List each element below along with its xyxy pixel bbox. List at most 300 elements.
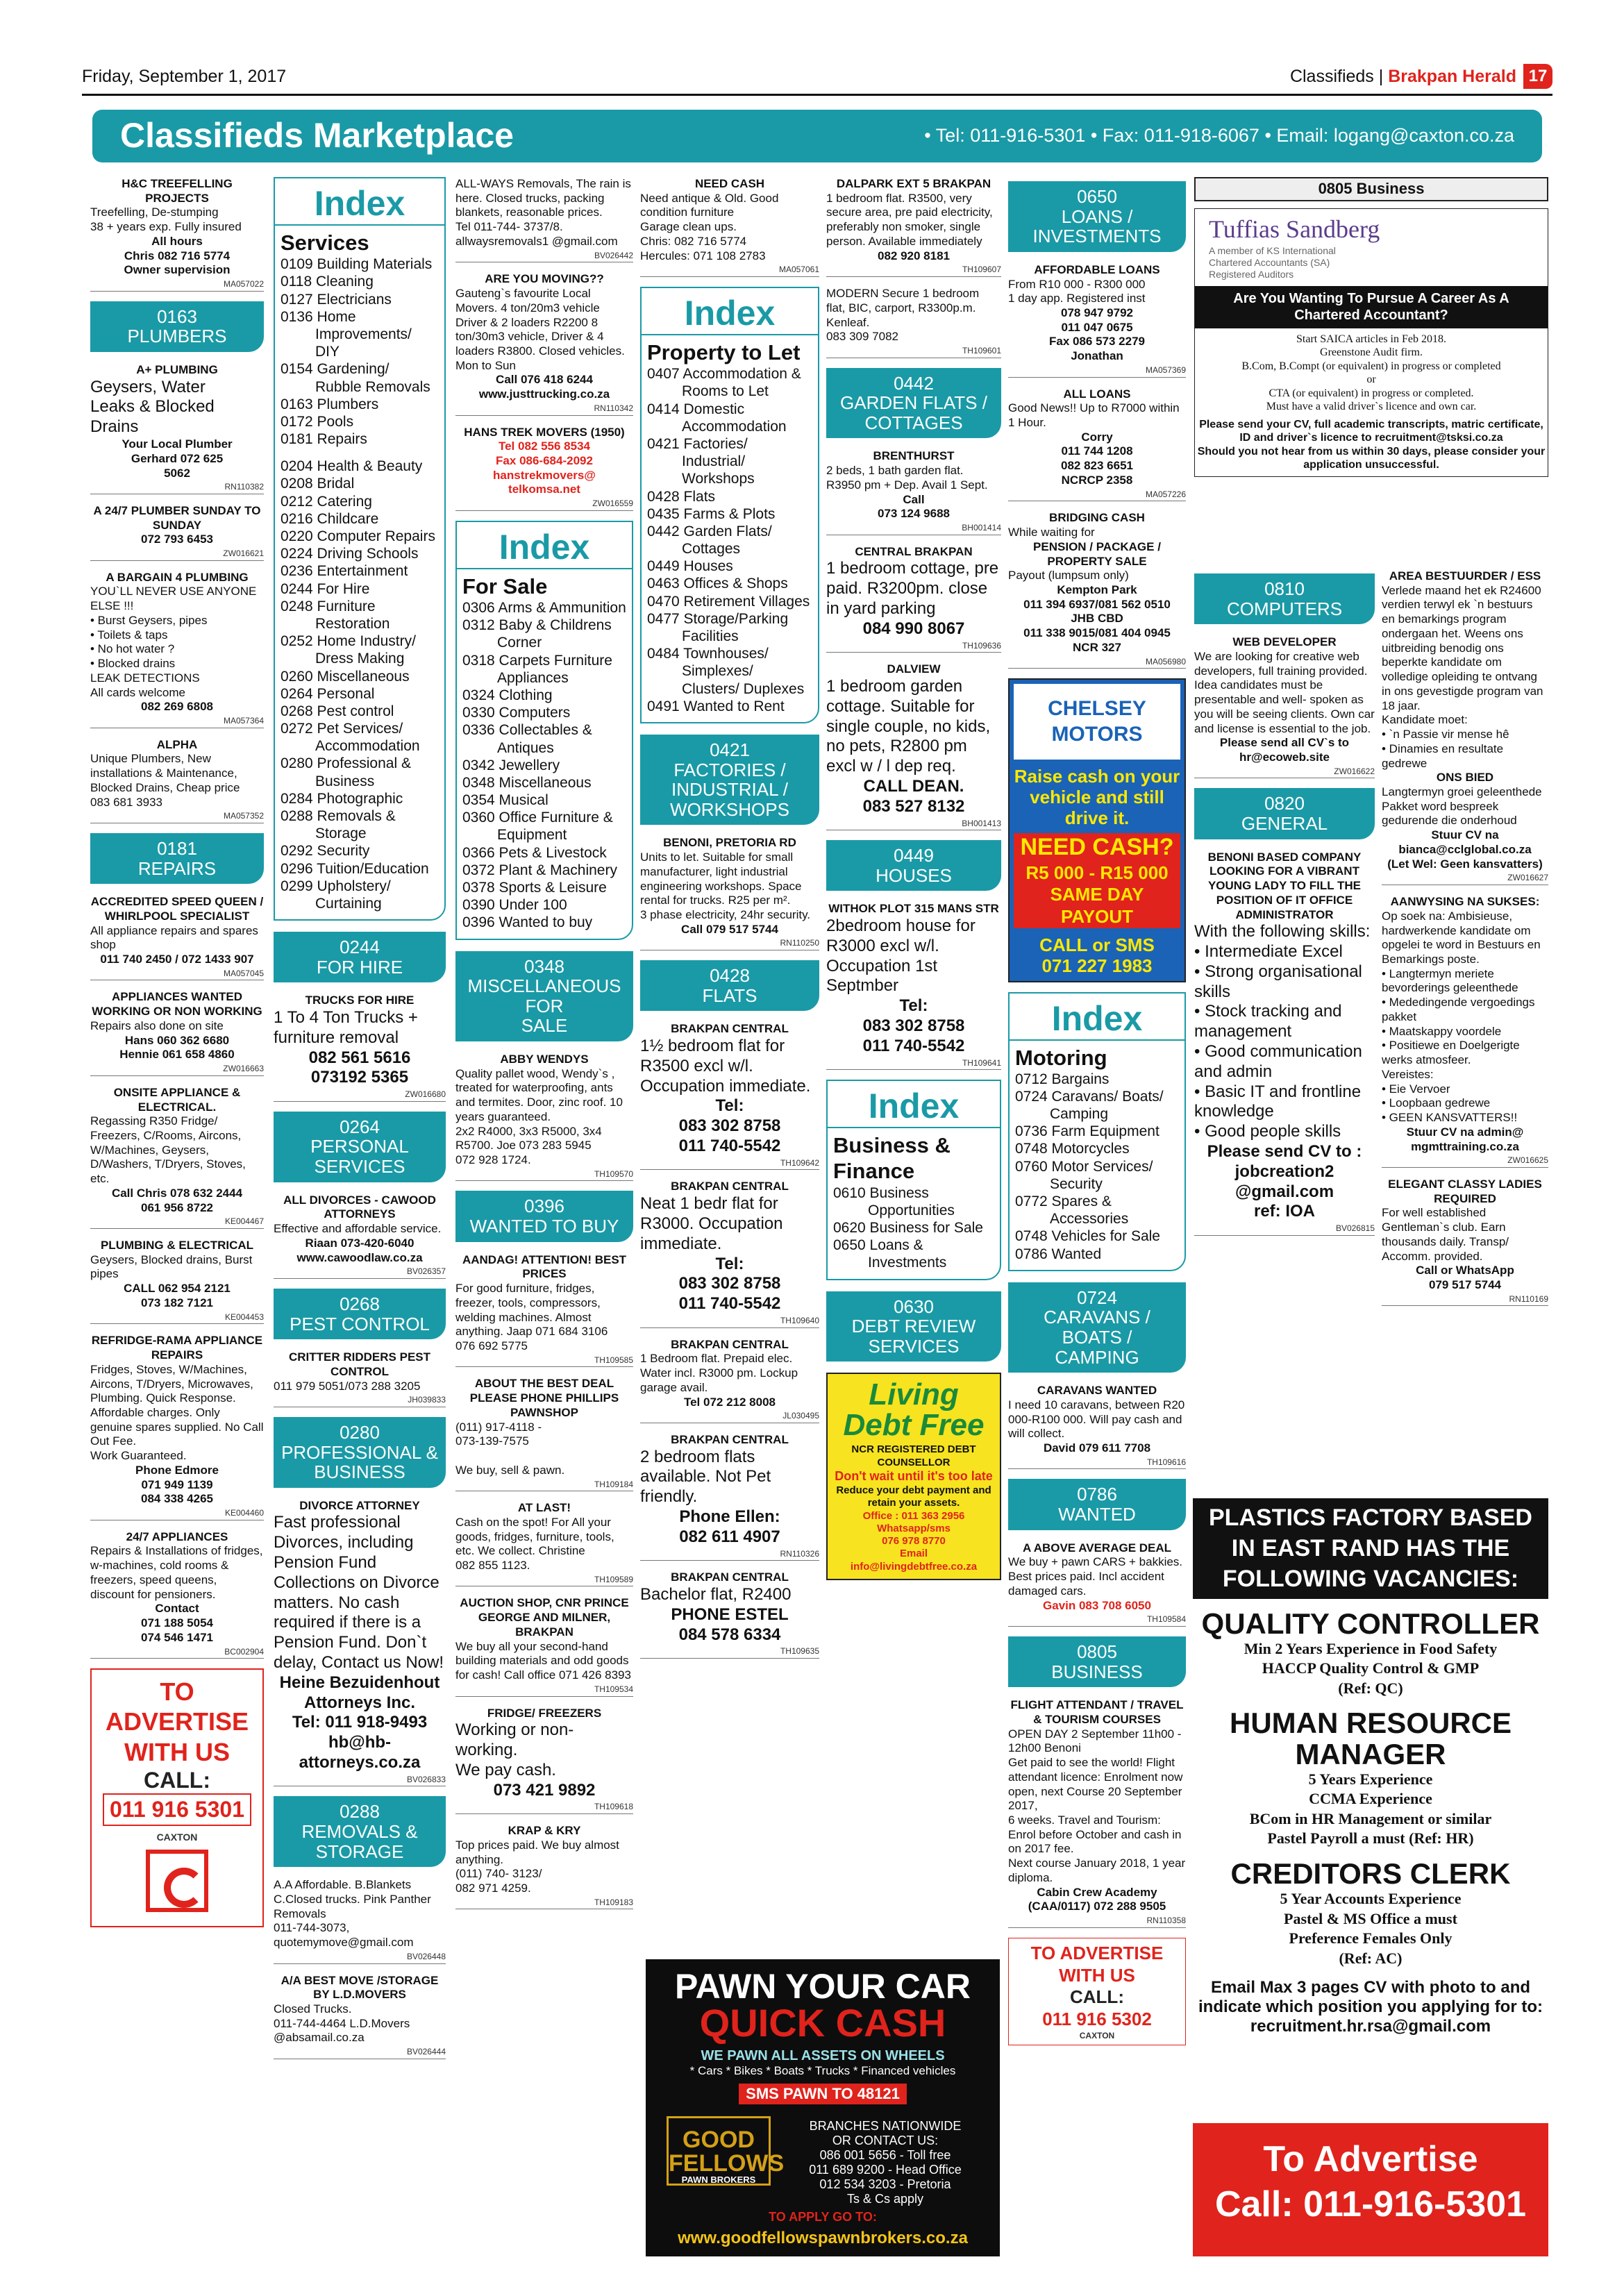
- ad-contact-large: Phone Ellen: 082 611 4907: [679, 1507, 780, 1546]
- ad-contact-red: Gavin 083 708 6050: [1043, 1598, 1151, 1612]
- caxton-logo-icon: [146, 1850, 208, 1912]
- ad-title: AFFORDABLE LOANS: [1034, 262, 1160, 276]
- ad-contact: 072 793 6453: [141, 533, 213, 546]
- job-quality-controller: QUALITY CONTROLLER: [1201, 1607, 1540, 1640]
- tuffias-logo-sub: A member of KS International Chartered Accountants (SA) Registered Auditors: [1209, 244, 1336, 280]
- ad-contact: Cabin Crew Academy (CAA/0117) 072 288 9505: [1028, 1885, 1166, 1913]
- ad-body: Repairs also done on site: [90, 1019, 224, 1032]
- index-category: Property to Let: [647, 340, 801, 365]
- classified-ad: [826, 545, 1001, 653]
- ad-reference: TH109607: [826, 265, 1001, 277]
- index-item: 0296 Tuition/Education: [281, 860, 429, 877]
- ad-title: 24/7 APPLIANCES: [126, 1530, 228, 1543]
- ad-reference: KE004460: [90, 1508, 264, 1520]
- ad-contact: Call 076 418 6244 www.justtrucking.co.za: [478, 373, 610, 401]
- column-3: [455, 177, 633, 2260]
- ad-body-large: 2 bedroom flats available. Not Pet friendly.: [640, 1447, 771, 1507]
- index-item: 0407 Accommodation & Rooms to Let: [647, 366, 801, 400]
- ad-contact-large: Please send CV to : jobcreation2 @gmail.com ref: IOA: [1207, 1142, 1362, 1221]
- ad-body: Good News!! Up to R7000 within 1 Hour.: [1008, 401, 1180, 430]
- classified-ad: [274, 1974, 446, 2059]
- category-header: 0264 PERSONAL SERVICES: [274, 1112, 446, 1182]
- ad-title: AANDAG! ATTENTION! BEST PRICES: [462, 1252, 627, 1281]
- index-item: 0786 Wanted: [1015, 1246, 1102, 1262]
- classified-ad: [1008, 511, 1186, 669]
- index-item: 0449 Houses: [647, 558, 733, 575]
- ad-reference: ZW016625: [1382, 1155, 1548, 1168]
- ad-reference: KE004453: [90, 1312, 264, 1325]
- gf-sub: PAWN BROKERS: [681, 2175, 756, 2185]
- classified-ad: [455, 1824, 633, 1909]
- classified-ad: [90, 504, 264, 561]
- ad-reference: MA057364: [90, 716, 264, 728]
- ad-reference: TH109635: [640, 1646, 819, 1659]
- ad-contact: Hans 060 362 6680 Hennie 061 658 4860: [119, 1033, 235, 1062]
- classified-ad: [1008, 387, 1186, 502]
- index-item: 0172 Pools: [281, 413, 354, 430]
- ad-title: ACCREDITED SPEED QUEEN / WHIRLPOOL SPECIALIST: [90, 895, 264, 923]
- ad-title: BRAKPAN CENTRAL: [671, 1337, 789, 1351]
- index-item: 0491 Wanted to Rent: [647, 698, 785, 714]
- classified-ad: [640, 1338, 819, 1423]
- index-item: 0378 Sports & Leisure: [462, 880, 607, 896]
- ad-reference: BV026833: [274, 1775, 446, 1787]
- index-motoring: [1008, 992, 1186, 1271]
- ad-title: WITHOK PLOT 315 MANS STR: [828, 902, 999, 916]
- ad-contact: David 079 611 7708: [1043, 1441, 1151, 1455]
- index-item: 0336 Collectables & Antiques: [462, 722, 592, 756]
- classified-ad: [455, 1053, 633, 1182]
- classified-ad: [455, 272, 633, 415]
- ad-body: We are looking for creative web developers, full training provided. Idea candidates must be presentable and well- spoken as you will be seeing clients. Own car and license is essential to the job.: [1194, 649, 1375, 735]
- index-item: 0360 Office Furniture & Equipment: [462, 810, 613, 844]
- ad-reference: TH109601: [826, 346, 1001, 358]
- ad-body-large: Working or non-working. We pay cash.: [455, 1720, 574, 1779]
- page-header: [82, 64, 1552, 96]
- ad-reference: BV026357: [274, 1266, 446, 1279]
- ad-title: ARE YOU MOVING??: [485, 272, 604, 286]
- ad-title: FRIDGE/ FREEZERS: [487, 1706, 602, 1720]
- ad-reference: TH109584: [1008, 1614, 1186, 1627]
- ad-contact-large: Heine Bezuidenhout Attorneys Inc. Tel: 011 918-9493 hb@hb-attorneys.co.za: [279, 1673, 440, 1773]
- index-category: Services: [281, 231, 369, 255]
- ad-reference: BC002904: [90, 1647, 264, 1659]
- index-item: 0292 Security: [281, 843, 370, 860]
- advertise-text: TO ADVERTISE WITH US: [105, 1677, 249, 1766]
- pawn-your-car-ad: [646, 1959, 1000, 2256]
- index-item: 0760 Motor Services/ Security: [1015, 1158, 1153, 1192]
- classified-ad: [1008, 1541, 1186, 1627]
- living-slogan: Don't wait until it's too late: [835, 1468, 993, 1483]
- index-item: 0109 Building Materials: [281, 256, 433, 273]
- chelsey-raise: Raise cash on your vehicle and still drive it.: [1014, 766, 1180, 829]
- column-1: [90, 177, 264, 2260]
- ad-body-large: With the following skills: • Intermediate Excel • Strong organisational skills • Stock tracking and management • Good communication and admin • Basic IT and frontline knowledge • Good people skills: [1194, 922, 1371, 1141]
- column-7-lower: [1194, 569, 1375, 1493]
- business-header: 0805 Business: [1194, 177, 1548, 201]
- ad-title: ELEGANT CLASSY LADIES REQUIRED: [1388, 1177, 1542, 1205]
- advertise-box-2: [1008, 1938, 1186, 2046]
- index-item: 0324 Clothing: [462, 687, 553, 703]
- ad-reference: ZW016621: [90, 548, 264, 561]
- classified-ad: [455, 177, 633, 262]
- ad-title: A+ PLUMBING: [136, 362, 218, 376]
- classified-ad: [640, 836, 819, 950]
- ad-contact-large: Tel: 083 302 8758 011 740-5542: [678, 1096, 781, 1156]
- index-item: 0372 Plant & Machinery: [462, 862, 617, 878]
- ad-body-large: 1½ bedroom flat for R3500 excl w/l. Occupation immediate.: [640, 1037, 811, 1096]
- index-item: 0724 Caravans/ Boats/ Camping: [1015, 1088, 1164, 1123]
- classified-ad: [826, 902, 1001, 1070]
- index-item: 0118 Cleaning: [281, 274, 374, 290]
- pawn-sub: WE PAWN ALL ASSETS ON WHEELS: [701, 2048, 945, 2063]
- ad-contact: Corry 011 744 1208 082 823 6651 NCRCP 2358: [1061, 430, 1133, 487]
- index-item: 0650 Loans & Investments: [833, 1237, 947, 1271]
- ad-contact: Phone Edmore 071 949 1139 084 338 4265: [135, 1463, 219, 1506]
- index-item: 0620 Business for Sale: [833, 1220, 983, 1237]
- ad-body: OPEN DAY 2 September 11h00 - 12h00 Benoni Get paid to see the world! Flight attendant licence: Enrolment now open, next Course 20 September 2017, 6 weeks. Travel and Tourism: Enrol before October and cash in on 2017 fee. Next course January 2018, 1 year diploma.: [1008, 1727, 1186, 1884]
- ad-reference: MA057369: [1008, 365, 1186, 378]
- ad-contact-large: 073 421 9892: [493, 1780, 596, 1800]
- ad-title: KRAP & KRY: [508, 1824, 581, 1838]
- ad-body: For good furniture, fridges, freezer, tools, compressors, welding machines. Almost anything. Jaap 071 684 3106 076 692 5775: [455, 1282, 608, 1353]
- plastics-email: Email Max 3 pages CV with photo to and indicate which position you applying for to: recruitment.hr.rsa@gmail.com: [1198, 1978, 1543, 2036]
- pawn-branches: BRANCHES NATIONWIDE OR CONTACT US: 086 001 5656 - Toll free 011 689 9200 - Head Office 012 534 3203 - Pretoria Ts & Cs apply: [809, 2119, 962, 2206]
- ad-reference: BH001414: [826, 523, 1001, 535]
- ad-reference: BV026444: [274, 2047, 446, 2059]
- ad-title: ABBY WENDYS: [500, 1052, 589, 1066]
- category-header: 0163 PLUMBERS: [90, 301, 264, 352]
- caxton-brand: CAXTON: [156, 1831, 198, 1843]
- ad-title: A BARGAIN 4 PLUMBING: [106, 570, 249, 584]
- category-header: 0786 WANTED: [1008, 1479, 1186, 1530]
- index-item: 0163 Plumbers: [281, 396, 379, 412]
- ad-title: H&C TREEFELLING PROJECTS: [122, 177, 233, 205]
- index-item: 0390 Under 100: [462, 897, 567, 914]
- chelsey-logo: CHELSEY MOTORS: [1014, 684, 1180, 760]
- col7-ads: [1194, 573, 1375, 1236]
- index-item: 0220 Computer Repairs: [281, 528, 435, 544]
- ad-reference: RN110358: [1008, 1916, 1186, 1928]
- ad-reference: RN110169: [1382, 1294, 1548, 1307]
- pawn-title: PAWN YOUR CAR: [675, 1967, 971, 2006]
- ad-reference: TH109640: [640, 1316, 819, 1328]
- index-item: 0772 Spares & Accessories: [1015, 1193, 1129, 1227]
- chelsey-range: R5 000 - R15 000: [1014, 862, 1180, 885]
- ad-contact: Call 073 124 9688: [878, 492, 950, 521]
- index-item: 0127 Electricians: [281, 291, 392, 308]
- index-item: 0610 Business Opportunities: [833, 1184, 955, 1218]
- ad-title: ABOUT THE BEST DEAL PLEASE PHONE PHILLIPS PAWNSHOP: [469, 1377, 619, 1419]
- gf-name: GOOD FELLOWS: [669, 2127, 785, 2177]
- ad-title: ALPHA: [156, 737, 198, 751]
- to-advertise-text: To Advertise: [1263, 2139, 1478, 2179]
- classified-ad: [90, 177, 264, 292]
- index-item: 0463 Offices & Shops: [647, 576, 788, 592]
- ad-body-2: Langtermyn groei geleenthede Pakket word bespreek gedurende die onderhoud: [1382, 785, 1542, 828]
- tuffias-question: Are You Wanting To Pursue A Career As A Chartered Accountant?: [1195, 286, 1548, 328]
- index-item: 0299 Upholstery/ Curtaining: [281, 878, 391, 912]
- classified-ad: [826, 287, 1001, 358]
- issue-date: Friday, September 1, 2017: [82, 67, 287, 86]
- ad-body: Geysers, Blocked drains, Burst pipes: [90, 1252, 253, 1281]
- ad-reference: BH001413: [826, 819, 1001, 831]
- ad-reference: ZW016627: [1382, 873, 1548, 885]
- ad-body: YOU`LL NEVER USE ANYONE ELSE !!! • Burst Geysers, pipes • Toilets & taps • No hot water ? • Blocked drains LEAK DETECTIONS All cards welcome: [90, 585, 257, 699]
- category-header: 0288 REMOVALS & STORAGE: [274, 1796, 446, 1867]
- ad-reference: MA057352: [90, 811, 264, 823]
- index-item: 0260 Miscellaneous: [281, 668, 410, 685]
- classified-ad: [1008, 263, 1186, 378]
- ad-title: ALL DIVORCES - CAWOOD ATTORNEYS: [283, 1193, 436, 1221]
- caxton-brand-2: CAXTON: [1079, 2030, 1115, 2041]
- index-item: 0181 Repairs: [281, 431, 367, 448]
- ad-title: CENTRAL BRAKPAN: [855, 544, 973, 558]
- ad-title: TRUCKS FOR HIRE: [305, 994, 415, 1007]
- classified-ad: [1382, 569, 1548, 885]
- pawn-sms: SMS PAWN TO 48121: [739, 2084, 907, 2104]
- ad-reference: JL030495: [640, 1411, 819, 1423]
- ad-reference: TH109184: [455, 1480, 633, 1492]
- ad-title: BRIDGING CASH: [1049, 511, 1145, 525]
- index-item: 0154 Gardening/ Rubble Removals: [281, 361, 430, 395]
- ad-contact: Contact 071 188 5054 074 546 1471: [141, 1602, 213, 1644]
- ad-contact: 082 269 6808: [141, 700, 213, 714]
- section-banner: [92, 110, 1542, 162]
- ad-body: Cash on the spot! For All your goods, fridges, furniture, tools, etc. We collect. Christine 082 855 1123.: [455, 1515, 614, 1573]
- index-item: 0366 Pets & Livestock: [462, 844, 607, 861]
- index-item: 0712 Bargains: [1015, 1071, 1110, 1087]
- tuffias-sandberg-ad: [1194, 208, 1548, 477]
- ad-contact: 011 740 2450 / 072 1433 907: [100, 953, 254, 966]
- ad-body: Verlede maand het ek R24600 verdien terwyl ek `n bestuurs en bemarkings program ondergaan het. Weens ons uitbreiding benodig ons beperkte kandidate om volledige opleiding te ontvang in ons gevestigde program van 18 jaar. Kandidate moet: • `n Passie vir mense hê • Dinamies en resultate gedrewe: [1382, 583, 1543, 770]
- advertise-text-2: TO ADVERTISE WITH US: [1030, 1942, 1164, 1986]
- category-header: 0810 COMPUTERS: [1194, 573, 1375, 624]
- index-for-sale: [455, 521, 633, 940]
- classified-ad: [455, 1707, 633, 1815]
- classified-ad: [455, 1377, 633, 1491]
- banner-contact: • Tel: 011-916-5301 • Fax: 011-918-6067 • Email: logang@caxton.co.za: [924, 125, 1514, 146]
- index-title: Index: [457, 526, 632, 569]
- index-item: 0342 Jewellery: [462, 757, 560, 773]
- index-item: 0414 Domestic Accommodation: [647, 401, 787, 435]
- ad-contact: Call Chris 078 632 2444 061 956 8722: [111, 1186, 243, 1214]
- index-item: 0288 Removals & Storage: [281, 808, 396, 842]
- ad-title: REFRIDGE-RAMA APPLIANCE REPAIRS: [91, 1334, 263, 1362]
- index-item: 0306 Arms & Ammunition: [462, 600, 626, 617]
- ad-body: Units to let. Suitable for small manufacturer, light industrial engineering workshops. Space rental for trucks. R25 per m². 3 phase electricity, 24hr security.: [640, 850, 811, 922]
- ad-body: While waiting for: [1008, 526, 1095, 539]
- index-item: 0244 For Hire: [281, 580, 370, 597]
- ad-reference: JH039833: [274, 1395, 446, 1407]
- ad-title: AUCTION SHOP, CNR PRINCE GEORGE AND MILNER, BRAKPAN: [460, 1596, 629, 1639]
- index-item: 0748 Motorcycles: [1015, 1141, 1130, 1157]
- classified-ad: [90, 895, 264, 980]
- index-title: Index: [642, 292, 818, 335]
- ad-body: 2 beds, 1 bath garden flat. R3950 pm + Dep. Avail 1 Sept.: [826, 464, 988, 492]
- index-item: 0435 Farms & Plots: [647, 505, 776, 522]
- index-item: 0428 Flats: [647, 488, 716, 505]
- col3-ads: [455, 177, 633, 511]
- col5b-ads: [826, 1291, 1001, 1362]
- pawn-website[interactable]: www.goodfellowspawnbrokers.co.za: [678, 2229, 968, 2247]
- ad-body: 011 979 5051/073 288 3205: [274, 1379, 421, 1393]
- ad-reference: ZW016622: [1194, 766, 1375, 779]
- column-7: [1194, 177, 1548, 607]
- ad-contact-2: Stuur CV na bianca@cclglobal.co.za (Let Wel: Geen kansvatters): [1387, 828, 1543, 871]
- col8-ads: [1382, 569, 1548, 1306]
- ad-reference: TH109570: [455, 1169, 633, 1182]
- classified-ad: [274, 1350, 446, 1407]
- job-qc-details: Min 2 Years Experience in Food Safety HACCP Quality Control & GMP (Ref: QC): [1244, 1639, 1498, 1697]
- index-item: 0136 Home Improvements/ DIY: [281, 308, 412, 360]
- ad-reference: MA057226: [1008, 489, 1186, 502]
- advertise-number: 011 916 5301: [103, 1793, 251, 1825]
- ad-contact: ONS BIED: [1436, 771, 1494, 785]
- col6-ads: [1008, 181, 1186, 669]
- index-item: 0396 Wanted to buy: [462, 914, 593, 931]
- ad-body-large: 2bedroom house for R3000 excl w/l. Occupation 1st Septmber: [826, 916, 976, 996]
- living-ncr: NCR REGISTERED DEBT COUNSELLOR: [851, 1443, 976, 1468]
- classified-ad: [274, 994, 446, 1102]
- ad-reference: TH109641: [826, 1058, 1001, 1071]
- index-category: Business & Finance: [833, 1133, 951, 1184]
- ad-title: BENONI BASED COMPANY LOOKING FOR A VIBRANT YOUNG LADY TO FILL THE POSITION OF IT OFFICE ADMINISTRATOR: [1207, 850, 1362, 921]
- col4-ads: [640, 177, 819, 277]
- ad-title: NEED CASH: [694, 177, 765, 190]
- category-header: 0724 CARAVANS / BOATS / CAMPING: [1008, 1282, 1186, 1373]
- column-5: [826, 177, 1001, 1954]
- ad-reference: MA057022: [90, 279, 264, 292]
- category-header: 0244 FOR HIRE: [274, 932, 446, 982]
- ad-body: Fridges, Stoves, W/Machines, Aircons, T/Dryers, Microwaves, Plumbing. Quick Response. Affordable charges. Only genuine spares supplied. No Call Out Fee. Work Guaranteed.: [90, 1362, 264, 1463]
- ad-contact-large: 084 990 8067: [862, 619, 965, 638]
- ad-title: AANWYSING NA SUKSES:: [1390, 895, 1540, 909]
- ad-body: Repairs & Installations of fridges, w-machines, cold rooms & freezers, speed queens, discount for pensioners.: [90, 1544, 263, 1601]
- index-property: [640, 287, 819, 723]
- classified-ad: [640, 1433, 819, 1561]
- advertise-call: CALL:: [144, 1767, 210, 1793]
- index-category: Motoring: [1015, 1045, 1107, 1070]
- ad-title: DALPARK EXT 5 BRAKPAN: [836, 177, 991, 190]
- ad-body-large: 1 bedroom garden cottage. Suitable for single couple, no kids, no pets, R2800 pm excl w / l dep req.: [826, 676, 991, 776]
- ad-reference: RN110382: [90, 482, 264, 494]
- index-services: [274, 177, 446, 921]
- ad-body: Regassing R350 Fridge/ Freezers, C/Rooms, Aircons, W/Machines, Geysers, D/Washers, T/Dryers, Stoves, etc.: [90, 1114, 246, 1186]
- ad-contact: 078 947 9792 011 047 0675 Fax 086 573 2279 Jonathan: [1048, 305, 1145, 363]
- classified-ad: [274, 1499, 446, 1787]
- column-4: [640, 177, 819, 1954]
- ad-title: BRAKPAN CENTRAL: [671, 1022, 789, 1036]
- ad-contact-large: Tel: 083 302 8758 011 740-5542: [678, 1254, 781, 1314]
- classified-ad: [90, 363, 264, 494]
- category-header: 0421 FACTORIES / INDUSTRIAL / WORKSHOPS: [640, 735, 819, 825]
- to-advertise-footer: [1193, 2123, 1548, 2256]
- index-item: 0421 Factories/ Industrial/ Workshops: [647, 435, 755, 487]
- ad-contact: All hours Chris 082 716 5774 Owner supervision: [124, 234, 231, 277]
- section-name: Classifieds: [1289, 67, 1374, 86]
- ad-body: Op soek na: Ambisieuse, hardwerkende kandidate om opgelei te word in Bestuurs en Bemarkings poste. • Langtermyn meriete bevorderings geleenthede • Mededingende vergoedings pakket • Maatskappy voordele • Positiewe en Doelgerigte werks atmosfeer. Vereistes: • Eie Vervoer • Loopbaan gedrewe • GEEN KANSVATTERS!!: [1382, 909, 1541, 1125]
- index-item: 0212 Catering: [281, 493, 372, 510]
- job-creditors-clerk: CREDITORS CLERK: [1230, 1857, 1511, 1890]
- ad-body: All appliance repairs and spares shop: [90, 923, 258, 952]
- ad-reference: TH109616: [1008, 1457, 1186, 1470]
- classified-ad: [90, 990, 264, 1075]
- classified-ad: [1008, 1384, 1186, 1469]
- ad-title: WEB DEVELOPER: [1232, 635, 1337, 649]
- ad-contact: Call 079 517 5744: [681, 922, 778, 936]
- ad-body: 1 Bedroom flat. Prepaid elec. Water incl. R3000 pm. Lockup garage avail.: [640, 1352, 798, 1394]
- ad-title: CRITTER RIDDERS PEST CONTROL: [288, 1350, 431, 1378]
- ad-title: BRENTHURST: [873, 449, 955, 463]
- ad-title: A 24/7 PLUMBER SUNDAY TO SUNDAY: [93, 503, 261, 532]
- plastics-title: PLASTICS FACTORY BASED IN EAST RAND HAS THE FOLLOWING VACANCIES:: [1193, 1498, 1548, 1599]
- ad-title: DIVORCE ATTORNEY: [299, 1498, 420, 1512]
- ad-contact: Your Local Plumber Gerhard 072 625 5062: [122, 437, 233, 480]
- pawn-apply: TO APPLY GO TO:: [769, 2210, 877, 2224]
- index-item: 0208 Bridal: [281, 476, 355, 492]
- paper-name: Brakpan Herald: [1388, 67, 1516, 86]
- ad-contact: 082 920 8181: [878, 249, 950, 262]
- ad-contact-large: 082 561 5616 073192 5365: [308, 1048, 411, 1087]
- index-item: 0268 Pest control: [281, 703, 394, 719]
- ad-body: Top prices paid. We buy almost anything. (011) 740- 3123/ 082 971 4259.: [455, 1838, 619, 1895]
- ad-title: A/A BEST MOVE /STORAGE BY L.D.MOVERS: [281, 1973, 439, 2002]
- ad-body-large: Geysers, Water Leaks & Blocked Drains: [90, 377, 215, 437]
- ad-reference: KE004467: [90, 1216, 264, 1229]
- ad-contact-red: Tel 082 556 8534 Fax 086-684-2092 hanstrekmovers@ telkomsa.net: [493, 439, 596, 496]
- category-header: 0650 LOANS / INVESTMENTS: [1008, 181, 1186, 252]
- index-title: Index: [275, 183, 444, 226]
- category-header: 0181 REPAIRS: [90, 833, 264, 884]
- ad-reference: ZW016663: [90, 1064, 264, 1076]
- job-hr-manager: HUMAN RESOURCE MANAGER: [1229, 1707, 1512, 1770]
- index-item: 0736 Farm Equipment: [1015, 1123, 1160, 1140]
- category-header: 0449 HOUSES: [826, 840, 1001, 891]
- classified-ad: [274, 1193, 446, 1279]
- chelsey-same-day: SAME DAY PAYOUT: [1014, 884, 1180, 928]
- index-item: 0312 Baby & Childrens Corner: [462, 617, 612, 651]
- col2-ads: [274, 932, 446, 2059]
- classified-ad: [640, 1180, 819, 1327]
- category-header: 0442 GARDEN FLATS / COTTAGES: [826, 368, 1001, 439]
- ad-title: DALVIEW: [887, 662, 941, 676]
- ad-reference: TH109589: [455, 1575, 633, 1587]
- ad-body: MODERN Secure 1 bedroom flat, BIC, carport, R3300p.m. Kenleaf. 083 309 7082: [826, 287, 980, 344]
- column-8: [1382, 569, 1548, 1493]
- ad-contact: Please send all CV`s to hr@ecoweb.site: [1219, 736, 1350, 764]
- ad-contact-2: Kempton Park 011 394 6937/081 562 0510 JHB CBD 011 338 9015/081 404 0945 NCR 327: [1023, 583, 1171, 654]
- classified-ad: [640, 1570, 819, 1659]
- advertise-number-2: 011 916 5302: [1042, 2008, 1152, 2029]
- category-header: 0805 BUSINESS: [1008, 1636, 1186, 1687]
- col4b-ads: [640, 735, 819, 1659]
- ad-contact: PENSION / PACKAGE / PROPERTY SALE: [1033, 539, 1161, 568]
- classified-ad: [640, 1022, 819, 1170]
- col3b-ads: [455, 951, 633, 1910]
- tuffias-body: Start SAICA articles in Feb 2018. Greenstone Audit firm. B.Com, B.Compt (or equivalent) in progress or completed or CTA (or equivalent) in progress or completed. Must have a valid driver`s licence and own car.: [1241, 333, 1501, 413]
- classified-ad: [90, 1239, 264, 1324]
- index-item: 0236 Entertainment: [281, 563, 408, 580]
- ad-reference: RN110250: [640, 938, 819, 950]
- tuffias-apply: Please send your CV, full academic transcripts, matric certificate, ID and driver`s licence to recruitment@tsksi.co.za Should you not hear from us within 30 days, please consider your application unsuccessful.: [1197, 418, 1546, 471]
- ad-contact-large: CALL DEAN. 083 527 8132: [862, 776, 965, 816]
- classified-ad: [1008, 1698, 1186, 1928]
- ad-title: BENONI, PRETORIA RD: [663, 836, 796, 850]
- index-item: 0442 Garden Flats/ Cottages: [647, 523, 772, 558]
- index-item: 0280 Professional & Business: [281, 755, 411, 789]
- classified-ad: [90, 1530, 264, 1659]
